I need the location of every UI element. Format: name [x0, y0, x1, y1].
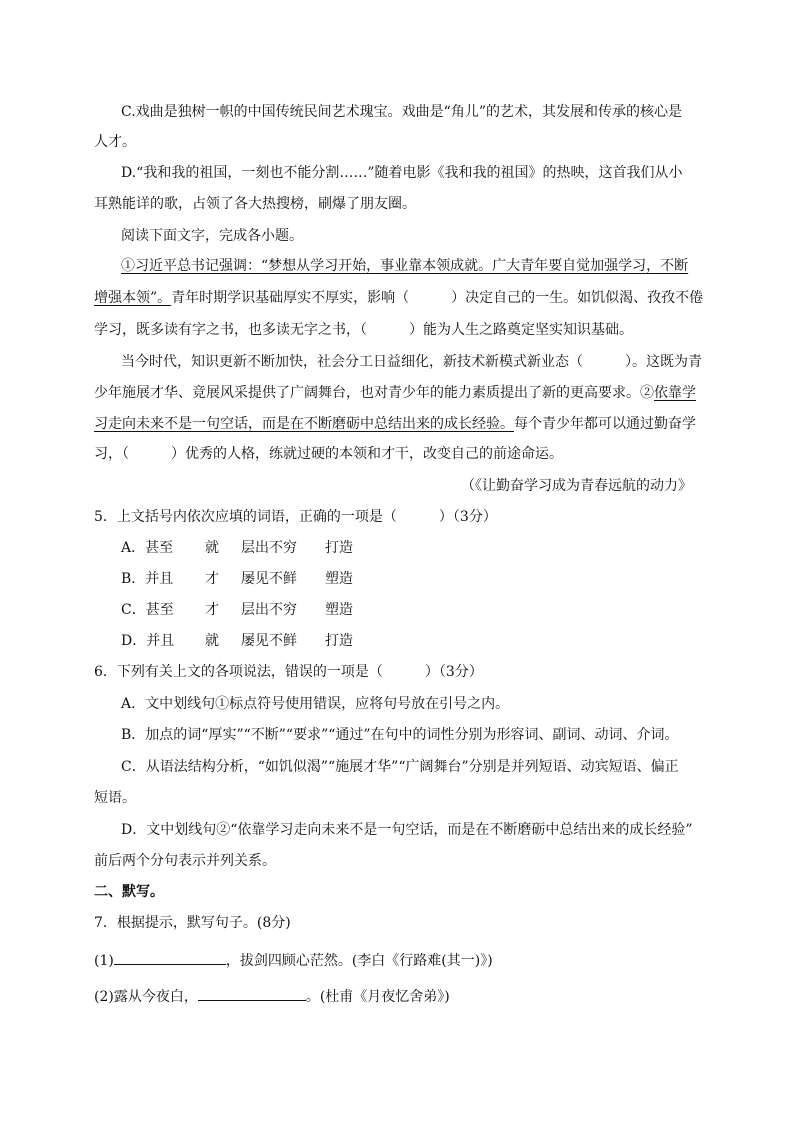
option-c-line2: 人才。 — [94, 134, 136, 150]
option-d-word2: 就 — [205, 633, 219, 649]
option-d-line1: D.“我和我的祖国，一刻也不能分割……”随着电影《我和我的祖国》的热映，这首我们从小 — [121, 165, 683, 181]
passage-underlined-sentence-1-end: 增强本领”。 — [94, 290, 172, 306]
option-d-word1: D．并且 — [121, 633, 175, 649]
passage-p2-line2 — [94, 383, 696, 403]
dictation-blank-2[interactable] — [198, 986, 306, 1001]
passage-p2-line3-text: 每个青少年都可以通过勤奋学 — [514, 416, 696, 432]
question-6-option-c-line2: 短语。 — [94, 790, 136, 806]
passage-p1-line3: 学习，既多读有字之书，也多读无字之书，（ ）能为人生之路奠定坚实知识基础。 — [94, 322, 633, 338]
question-6-option-b: B．加点的词“厚实”“不断”“要求”“通过”在句中的词性分别为形容词、副词、动词、介词。 — [121, 727, 679, 743]
section-2-heading: 二、默写。 — [94, 884, 164, 900]
dictation-blank-1[interactable] — [114, 950, 226, 965]
option-a-word3: 层出不穷 — [241, 540, 297, 556]
dictation-item-2-text: 。(杜甫《月夜忆舍弟》) — [305, 989, 450, 1005]
question-5-stem: 5．上文括号内依次应填的词语，正确的一项是（ ）（3分） — [94, 509, 497, 525]
question-6-option-a: A．文中划线句①标点符号使用错误，应将句号放在引号之内。 — [121, 696, 510, 712]
dictation-item-2-prefix: (2)露从今夜白， — [94, 989, 198, 1005]
passage-p2-line3 — [94, 414, 696, 434]
option-b-word3: 屡见不鲜 — [241, 571, 297, 587]
passage-p2-line2-text: 少年施展才华、竞展风采提供了广阔舞台，也对青少年的能力素质提出了新的更高要求。② — [94, 385, 654, 401]
question-5-option-a — [121, 538, 353, 558]
dictation-item-1-number: (1) — [94, 953, 114, 969]
option-b-word1: B．并且 — [121, 571, 174, 587]
passage-underlined-sentence-2: 习走向未来不是一句空话，而是在不断磨砺中总结出来的成长经验。 — [94, 416, 514, 432]
question-5-option-c — [121, 600, 353, 620]
dictation-item-1-text: ，拔剑四顾心茫然。(李白《行路难(其一)》) — [225, 953, 493, 969]
passage-p2-line4: 习，（ ）优秀的人格，练就过硬的本领和才干，改变自己的前途命运。 — [94, 446, 563, 462]
option-d-line2: 耳熟能详的歌，占领了各大热搜榜，刷爆了朋友圈。 — [94, 196, 416, 212]
question-6-option-d-line1: D．文中划线句②“依靠学习走向未来不是一句空话，而是在不断磨砺中总结出来的成长经验” — [121, 822, 693, 838]
option-b-word4: 塑造 — [325, 571, 353, 587]
passage-underlined-sentence-1: ①习近平总书记强调：“梦想从学习开始，事业靠本领成就。广大青年要自觉加强学习，不断 — [121, 258, 689, 274]
question-6-stem: 6．下列有关上文的各项说法，错误的一项是（ ）（3分） — [94, 664, 483, 680]
question-5-option-d — [121, 631, 353, 651]
passage-underlined-sentence-2-start: 依靠学 — [654, 385, 696, 401]
option-c-word2: 才 — [205, 602, 219, 618]
option-c-line1: C.戏曲是独树一帜的中国传统民间艺术瑰宝。戏曲是“角儿”的艺术，其发展和传承的核心是 — [121, 104, 682, 120]
option-a-word2: 就 — [205, 540, 219, 556]
question-5-option-b — [121, 569, 353, 589]
question-6-option-d-line2: 前后两个分句表示并列关系。 — [94, 853, 276, 869]
question-7-stem: 7．根据提示，默写句子。(8分) — [94, 915, 291, 931]
option-c-word1: C．甚至 — [121, 602, 174, 618]
option-a-word4: 打造 — [325, 540, 353, 556]
option-d-word3: 屡见不鲜 — [241, 633, 297, 649]
option-b-word2: 才 — [205, 571, 219, 587]
passage-p2-line1: 当今时代，知识更新不断加快，社会分工日益细化，新技术新模式新业态（ ）。这既为青 — [121, 354, 702, 370]
option-a-word1: A．甚至 — [121, 540, 174, 556]
option-c-word3: 层出不穷 — [241, 602, 297, 618]
dictation-item-2 — [94, 986, 450, 1007]
reading-instruction: 阅读下面文字，完成各小题。 — [121, 228, 303, 244]
dictation-item-1 — [94, 950, 493, 971]
option-d-word4: 打造 — [325, 633, 353, 649]
passage-p1-line2 — [94, 288, 703, 308]
option-c-word4: 塑造 — [325, 602, 353, 618]
passage-p1-line2-text: 青年时期学识基础厚实不厚实，影响（ ）决定自己的一生。如饥似渴、孜孜不倦 — [171, 290, 704, 306]
question-6-option-c-line1: C．从语法结构分析，“如饥似渴”“施展才华”“广阔舞台”分别是并列短语、动宾短语、偏正 — [121, 759, 679, 775]
passage-source: （《让勤奋学习成为青春远航的动力》 — [461, 478, 692, 494]
